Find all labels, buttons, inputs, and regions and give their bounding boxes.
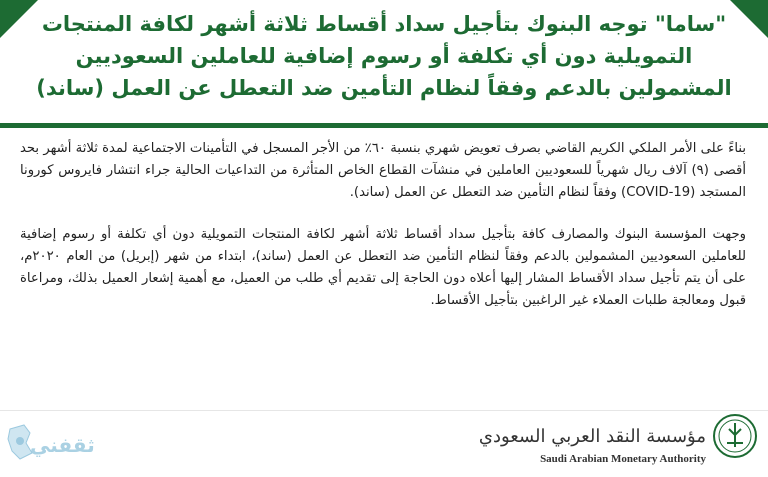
article-body (20, 138, 746, 332)
article-paragraph-2: وجهت المؤسسة البنوك والمصارف كافة بتأجيل سداد أقساط ثلاثة أشهر لكافة المنتجات التمويلية دون أي تكلفة أو رسوم إضافية للعاملين السعوديين المشمولين بالدعم وفقاً لنظام التأمين ضد التعطل عن العمل (ساند)، ابتداء من شهر (إبريل) من العام ٢٠٢٠م، على أن يتم تأجيل سداد الأقساط المشار إليها أعلاه دون الحاجة إلى تقديم أي طلب من العميل، مع أهمية إشعار العميل بذلك، ومراعاة قبول ومعالجة طلبات العملاء غير الراغبين بتأجيل الأقساط. (20, 227, 746, 308)
footer-divider (0, 410, 768, 411)
sama-name-arabic: مؤسسة النقد العربي السعودي (478, 426, 706, 447)
sama-name-english: Saudi Arabian Monetary Authority (540, 453, 706, 465)
headline-title: "ساما" توجه البنوك بتأجيل سداد أقساط ثلاثة أشهر لكافة المنتجات التمويلية دون أي تكلفة أو رسوم إضافية للعاملين السعوديين المشمولين بالدعم وفقاً لنظام التأمين ضد التعطل عن العمل (ساند) (36, 12, 732, 100)
article-paragraph-1: بناءً على الأمر الملكي الكريم القاضي بصرف تعويض شهري بنسبة ٦٠٪ من الأجر المسجل في التأمينات الاجتماعية لمدة ثلاثة أشهر بحد أقصى (٩) آلاف ريال شهرياً للسعوديين العاملين في منشآت القطاع الخاص المتأثرة من التداعيات الحالية جراء انتشار فايروس كورونا المستجد (COVID-19) وفقاً لنظام التأمين ضد التعطل عن العمل (ساند). (20, 141, 747, 200)
sama-emblem-icon (712, 413, 758, 459)
watermark-text: ثقفني (30, 433, 95, 457)
headline-banner (0, 0, 768, 128)
